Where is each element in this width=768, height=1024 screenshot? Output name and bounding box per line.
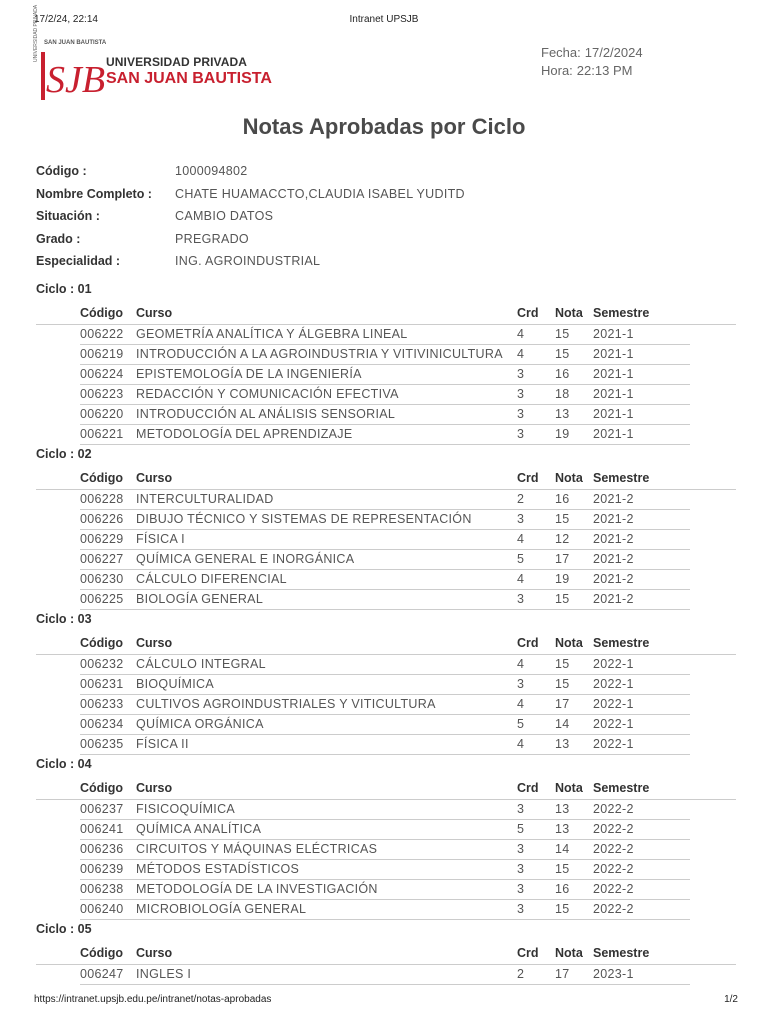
cell-semestre: 2023-1 [593, 967, 634, 981]
cell-nota: 14 [555, 717, 570, 731]
cell-semestre: 2022-1 [593, 737, 634, 751]
cell-semestre: 2021-2 [593, 552, 634, 566]
ciclo-title: Ciclo : 05 [36, 922, 92, 936]
cell-curso: INTERCULTURALIDAD [136, 492, 274, 506]
cell-crd: 3 [517, 387, 525, 401]
ciclo-section [36, 447, 736, 610]
table-row [80, 860, 690, 880]
logo-monogram: SJB [46, 59, 106, 101]
header-semestre: Semestre [593, 781, 650, 795]
header-crd: Crd [517, 306, 539, 320]
cell-codigo: 006225 [80, 592, 124, 606]
header-semestre: Semestre [593, 946, 650, 960]
cell-semestre: 2021-2 [593, 492, 634, 506]
table-row [80, 385, 690, 405]
cell-semestre: 2022-2 [593, 882, 634, 896]
header-curso: Curso [136, 636, 173, 650]
cell-semestre: 2022-2 [593, 862, 634, 876]
report-datetime [541, 44, 643, 80]
info-value: ING. AGROINDUSTRIAL [175, 254, 321, 268]
cell-codigo: 006238 [80, 882, 124, 896]
table-row [80, 590, 690, 610]
cell-crd: 3 [517, 802, 525, 816]
info-value: PREGRADO [175, 231, 249, 246]
cell-semestre: 2022-2 [593, 842, 634, 856]
info-label: Situación : [36, 209, 100, 223]
cell-crd: 3 [517, 427, 525, 441]
header-curso: Curso [136, 946, 173, 960]
sjb-monogram-icon [34, 40, 106, 104]
info-label: Código : [36, 164, 87, 178]
cell-crd: 4 [517, 737, 525, 751]
cell-curso: QUÍMICA ANALÍTICA [136, 822, 262, 836]
header-nota: Nota [555, 946, 583, 960]
cell-nota: 15 [555, 677, 570, 691]
header-curso: Curso [136, 781, 173, 795]
cell-curso: MICROBIOLOGÍA GENERAL [136, 902, 307, 916]
cell-crd: 3 [517, 862, 525, 876]
cell-curso: BIOQUÍMICA [136, 677, 215, 691]
header-nota: Nota [555, 636, 583, 650]
cell-curso: DIBUJO TÉCNICO Y SISTEMAS DE REPRESENTACIÓN [136, 512, 472, 526]
hora-label: Hora: [541, 63, 573, 78]
ciclo-title: Ciclo : 03 [36, 612, 92, 626]
cell-codigo: 006234 [80, 717, 124, 731]
cell-semestre: 2021-2 [593, 532, 634, 546]
logo-line1: UNIVERSIDAD PRIVADA [106, 55, 248, 69]
cell-semestre: 2022-1 [593, 717, 634, 731]
table-row [80, 425, 690, 445]
print-datetime: 17/2/24, 22:14 [34, 14, 98, 25]
cell-curso: QUÍMICA ORGÁNICA [136, 717, 264, 731]
table-row [80, 880, 690, 900]
cell-semestre: 2021-1 [593, 327, 634, 341]
cell-curso: FÍSICA II [136, 737, 189, 751]
print-page-number: 1/2 [724, 994, 738, 1005]
hora-value: 22:13 PM [576, 63, 633, 78]
ciclo-section [36, 922, 736, 985]
print-footer [0, 994, 768, 1010]
cell-nota: 17 [555, 697, 570, 711]
cell-crd: 5 [517, 822, 525, 836]
cell-curso: GEOMETRÍA ANALÍTICA Y ÁLGEBRA LINEAL [136, 327, 408, 341]
info-value: 1000094802 [175, 164, 248, 178]
cell-codigo: 006241 [80, 822, 124, 836]
cell-nota: 16 [555, 367, 570, 381]
cell-crd: 3 [517, 677, 525, 691]
table-row [80, 365, 690, 385]
cell-curso: INTRODUCCIÓN A LA AGROINDUSTRIA Y VITIVINICULTURA [136, 347, 503, 361]
cell-codigo: 006236 [80, 842, 124, 856]
cell-codigo: 006226 [80, 512, 124, 526]
cell-curso: EPISTEMOLOGÍA DE LA INGENIERÍA [136, 367, 362, 381]
cell-curso: CULTIVOS AGROINDUSTRIALES Y VITICULTURA [136, 697, 436, 711]
ciclo-title: Ciclo : 04 [36, 757, 92, 771]
cell-nota: 14 [555, 842, 570, 856]
cell-curso: CIRCUITOS Y MÁQUINAS ELÉCTRICAS [136, 842, 378, 856]
table-row [80, 800, 690, 820]
cell-crd: 3 [517, 592, 525, 606]
header-semestre: Semestre [593, 471, 650, 485]
cell-codigo: 006232 [80, 657, 124, 671]
table-header-row [36, 779, 736, 800]
table-row [80, 965, 690, 985]
table-row [80, 820, 690, 840]
header-semestre: Semestre [593, 636, 650, 650]
header-crd: Crd [517, 946, 539, 960]
table-row [80, 325, 690, 345]
cell-crd: 3 [517, 407, 525, 421]
header-semestre: Semestre [593, 306, 650, 320]
cell-codigo: 006228 [80, 492, 124, 506]
cell-nota: 15 [555, 657, 570, 671]
fecha-value: 17/2/2024 [584, 45, 643, 60]
page-title: Notas Aprobadas por Ciclo [242, 114, 526, 139]
cell-crd: 4 [517, 572, 525, 586]
cell-curso: INGLES I [136, 967, 192, 981]
cell-semestre: 2021-1 [593, 387, 634, 401]
logo-top-text: SAN JUAN BAUTISTA [44, 40, 107, 46]
cell-codigo: 006229 [80, 532, 124, 546]
cell-semestre: 2021-1 [593, 427, 634, 441]
cell-codigo: 006221 [80, 427, 124, 441]
cell-crd: 3 [517, 882, 525, 896]
cell-codigo: 006230 [80, 572, 124, 586]
cell-curso: METODOLOGÍA DEL APRENDIZAJE [136, 427, 353, 441]
cell-nota: 19 [555, 427, 570, 441]
ciclo-title: Ciclo : 01 [36, 282, 92, 296]
cell-nota: 18 [555, 387, 570, 401]
cell-codigo: 006219 [80, 347, 124, 361]
header-crd: Crd [517, 781, 539, 795]
cell-curso: CÁLCULO DIFERENCIAL [136, 572, 287, 586]
table-row [80, 840, 690, 860]
cell-semestre: 2022-1 [593, 677, 634, 691]
cell-semestre: 2021-1 [593, 367, 634, 381]
cell-semestre: 2022-1 [593, 657, 634, 671]
print-header [0, 14, 768, 30]
cell-crd: 4 [517, 697, 525, 711]
cell-codigo: 006233 [80, 697, 124, 711]
cell-codigo: 006237 [80, 802, 124, 816]
cell-curso: INTRODUCCIÓN AL ANÁLISIS SENSORIAL [136, 407, 396, 421]
cell-nota: 19 [555, 572, 570, 586]
cell-nota: 16 [555, 882, 570, 896]
cell-codigo: 006231 [80, 677, 124, 691]
table-row [80, 675, 690, 695]
cell-crd: 3 [517, 842, 525, 856]
info-label: Grado : [36, 231, 81, 246]
cell-crd: 4 [517, 532, 525, 546]
cell-codigo: 006222 [80, 327, 124, 341]
cell-nota: 13 [555, 802, 570, 816]
fecha-label: Fecha: [541, 45, 581, 60]
logo-wordmark [106, 55, 272, 88]
header-nota: Nota [555, 781, 583, 795]
cell-crd: 3 [517, 902, 525, 916]
table-row [80, 735, 690, 755]
ciclo-section [36, 612, 736, 755]
table-row [80, 715, 690, 735]
header-codigo: Código [80, 946, 124, 960]
header-crd: Crd [517, 471, 539, 485]
table-row [80, 345, 690, 365]
cell-nota: 13 [555, 737, 570, 751]
info-value: CHATE HUAMACCTO,CLAUDIA ISABEL YUDITD [175, 186, 465, 201]
cell-nota: 13 [555, 407, 570, 421]
cell-nota: 15 [555, 592, 570, 606]
cell-semestre: 2021-2 [593, 572, 634, 586]
table-row [80, 900, 690, 920]
cell-curso: FISICOQUÍMICA [136, 802, 236, 816]
header-codigo: Código [80, 471, 124, 485]
cell-nota: 17 [555, 552, 570, 566]
header-crd: Crd [517, 636, 539, 650]
cell-codigo: 006227 [80, 552, 124, 566]
cell-semestre: 2021-1 [593, 407, 634, 421]
cell-nota: 15 [555, 862, 570, 876]
table-row [80, 695, 690, 715]
logo-line2: SAN JUAN BAUTISTA [106, 70, 272, 87]
cell-semestre: 2021-2 [593, 592, 634, 606]
info-label: Especialidad : [36, 254, 121, 268]
table-row [80, 570, 690, 590]
cell-semestre: 2022-2 [593, 802, 634, 816]
cell-semestre: 2022-1 [593, 697, 634, 711]
table-row [80, 655, 690, 675]
ciclo-section [36, 282, 736, 445]
cell-semestre: 2021-2 [593, 512, 634, 526]
cell-nota: 13 [555, 822, 570, 836]
cell-nota: 16 [555, 492, 570, 506]
table-header-row [36, 469, 736, 490]
cell-codigo: 006247 [80, 967, 124, 981]
table-row [80, 490, 690, 510]
cell-crd: 3 [517, 367, 525, 381]
cell-codigo: 006223 [80, 387, 124, 401]
cell-curso: BIOLOGÍA GENERAL [136, 592, 264, 606]
cell-semestre: 2022-2 [593, 902, 634, 916]
cell-nota: 15 [555, 902, 570, 916]
cell-nota: 15 [555, 512, 570, 526]
cell-codigo: 006235 [80, 737, 124, 751]
table-header-row [36, 304, 736, 325]
ciclo-section [36, 757, 736, 920]
cell-curso: QUÍMICA GENERAL E INORGÁNICA [136, 552, 355, 566]
cell-crd: 2 [517, 492, 525, 506]
cell-codigo: 006224 [80, 367, 124, 381]
cell-codigo: 006240 [80, 902, 124, 916]
cell-nota: 15 [555, 347, 570, 361]
table-header-row [36, 944, 736, 965]
cell-curso: FÍSICA I [136, 532, 185, 546]
cell-curso: METODOLOGÍA DE LA INVESTIGACIÓN [136, 882, 378, 896]
logo-side-text: UNIVERSIDAD PRIVADA [33, 4, 39, 62]
cell-crd: 5 [517, 717, 525, 731]
cell-semestre: 2021-1 [593, 347, 634, 361]
table-row [80, 405, 690, 425]
cell-codigo: 006220 [80, 407, 124, 421]
table-row [80, 530, 690, 550]
info-label: Nombre Completo : [36, 186, 152, 201]
header-curso: Curso [136, 471, 173, 485]
cell-curso: CÁLCULO INTEGRAL [136, 657, 266, 671]
cell-nota: 17 [555, 967, 570, 981]
cell-curso: MÉTODOS ESTADÍSTICOS [136, 862, 300, 876]
print-url: https://intranet.upsjb.edu.pe/intranet/notas-aprobadas [34, 994, 272, 1005]
cell-crd: 4 [517, 327, 525, 341]
cell-crd: 4 [517, 347, 525, 361]
cell-crd: 4 [517, 657, 525, 671]
cell-nota: 12 [555, 532, 570, 546]
header-nota: Nota [555, 306, 583, 320]
cell-crd: 5 [517, 552, 525, 566]
cell-crd: 3 [517, 512, 525, 526]
table-row [80, 550, 690, 570]
header-codigo: Código [80, 636, 124, 650]
cell-semestre: 2022-2 [593, 822, 634, 836]
cell-crd: 2 [517, 967, 525, 981]
header-codigo: Código [80, 781, 124, 795]
header-curso: Curso [136, 306, 173, 320]
ciclo-title: Ciclo : 02 [36, 447, 92, 461]
cell-codigo: 006239 [80, 862, 124, 876]
header-nota: Nota [555, 471, 583, 485]
table-header-row [36, 634, 736, 655]
print-page-title: Intranet UPSJB [349, 14, 419, 25]
header-codigo: Código [80, 306, 124, 320]
table-row [80, 510, 690, 530]
cell-nota: 15 [555, 327, 570, 341]
cell-curso: REDACCIÓN Y COMUNICACIÓN EFECTIVA [136, 387, 399, 401]
info-value: CAMBIO DATOS [175, 209, 274, 223]
